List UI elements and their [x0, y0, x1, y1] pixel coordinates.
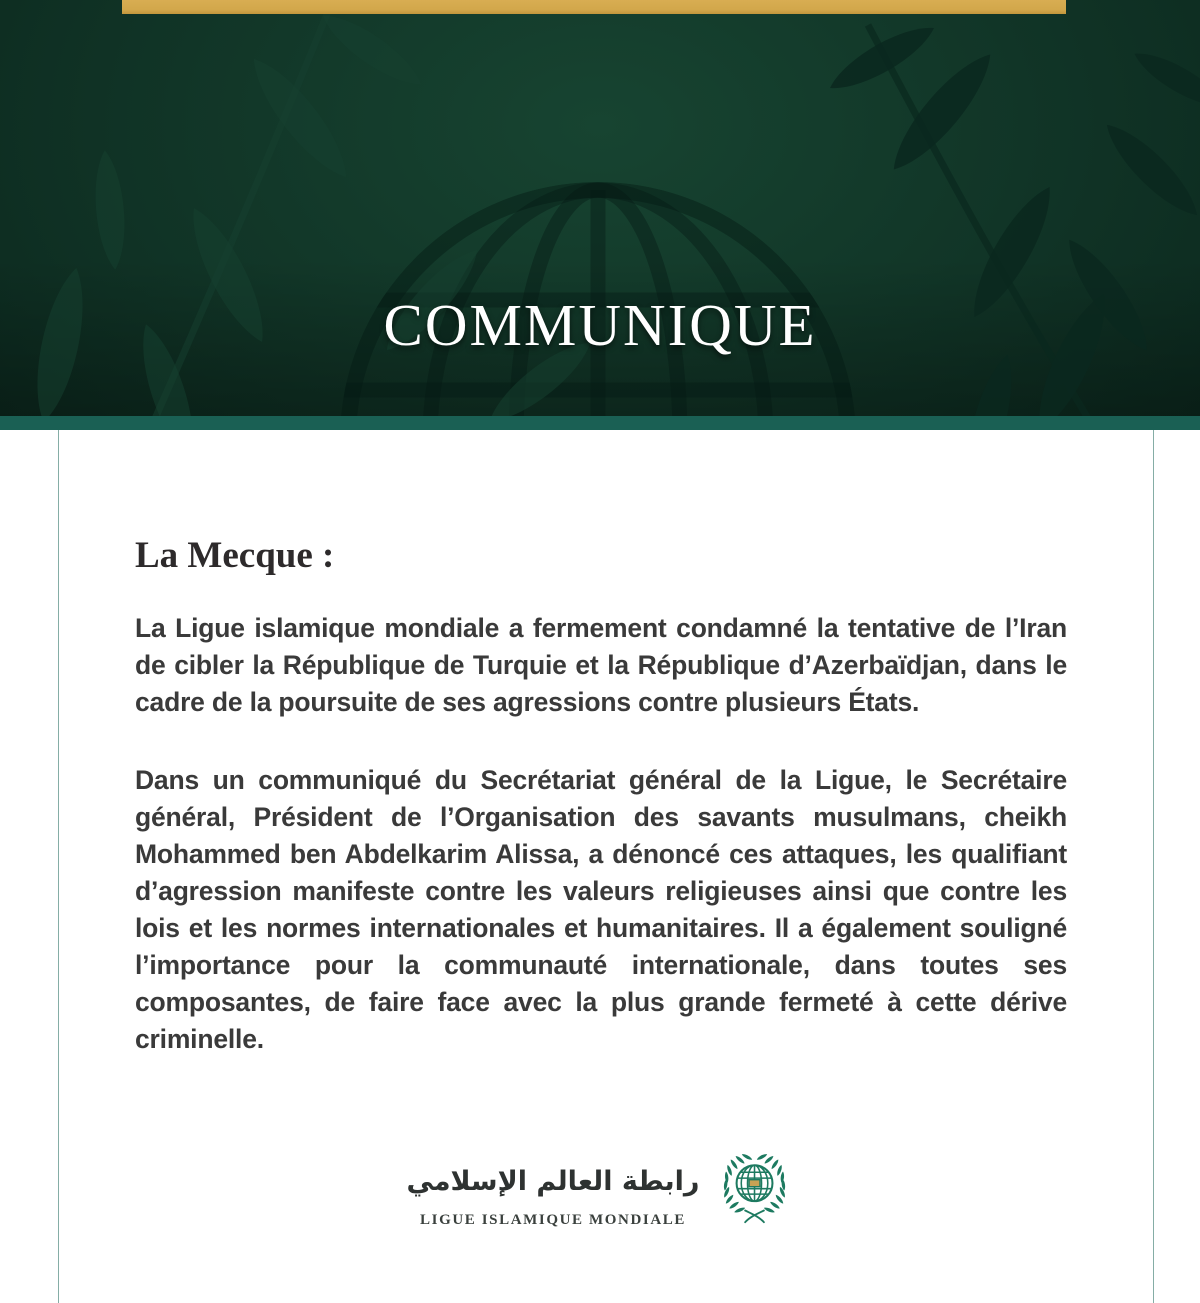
body-text [135, 610, 1067, 1099]
mwl-logo [407, 1148, 794, 1234]
communique-title: COMMUNIQUE [383, 292, 817, 358]
mwl-emblem-icon [715, 1148, 793, 1234]
mwl-logo-text [407, 1154, 700, 1229]
communique-header [0, 0, 1200, 416]
body-paragraph: Dans un communiqué du Secrétariat général de la Ligue, le Secrétaire général, Président de l’Organisation des savants musulmans, cheikh Mohammed ben Abdelkarim Alissa, a dénoncé ces attaques, les qualifiant d’agression manifeste contre les valeurs religieuses ainsi que contre les lois et les normes internationales et humanitaires. Il a également souligné l’importance pour la communauté internationale, dans toutes ses composantes, de faire face avec la plus grande fermeté à cette dérive criminelle. [135, 765, 1067, 1054]
logo-caption: LIGUE ISLAMIQUE MONDIALE [420, 1211, 686, 1228]
right-border-line [1153, 430, 1154, 1303]
location-heading: La Mecque : [135, 535, 335, 576]
body-paragraph: La Ligue islamique mondiale a fermement condamné la tentative de l’Iran de cibler la République de Turquie et la République d’Azerbaïdjan, dans le cadre de la poursuite de ses agressions contre plusieurs États. [135, 613, 1067, 717]
teal-divider [0, 416, 1200, 430]
gold-accent-bar [122, 0, 1066, 14]
arabic-calligraphy: رابطة العالم الإسلامي [406, 1165, 700, 1197]
left-border-line [58, 430, 59, 1303]
